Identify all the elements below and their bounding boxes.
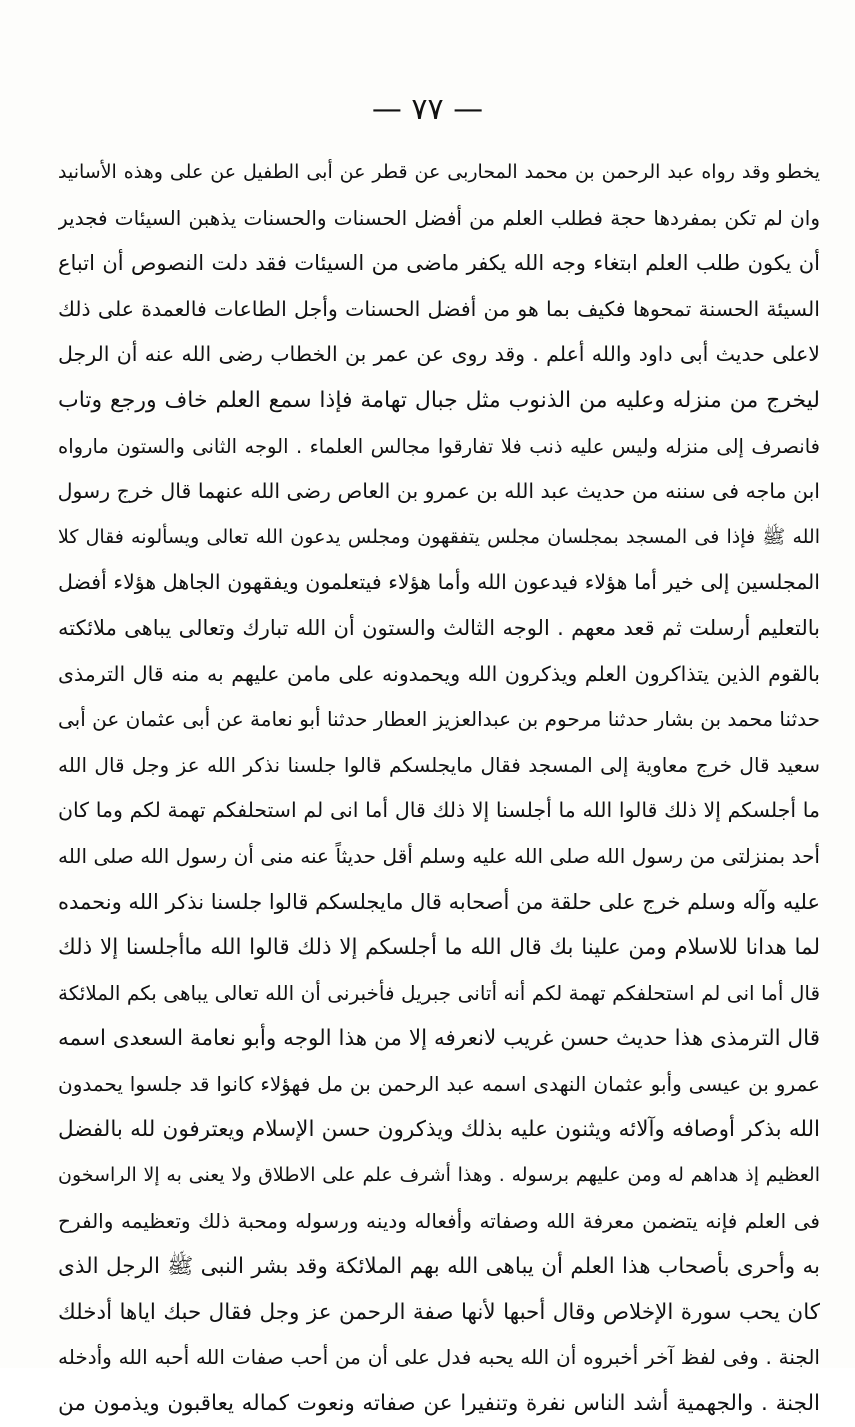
text-line: عليه وآله وسلم خرج على حلقة من أصحابه قال مايجلسكم قالوا جلسنا نذكر الله ونحمده: [58, 889, 820, 914]
text-line: العظيم إذ هداهم له ومن عليهم برسوله . وهذا أشرف علم على الاطلاق ولا يعنى به إلا الراسخون: [58, 1164, 820, 1187]
text-line: عمرو بن عيسى وأبو عثمان النهدى اسمه عبد الرحمن بن مل فهؤلاء كانوا قد جلسوا يحمدون: [58, 1071, 820, 1096]
text-line: به وأحرى بأصحاب هذا العلم أن يباهى الله بهم الملائكة وقد بشر النبى ﷺ الرجل الذى: [58, 1254, 820, 1280]
text-line: ابن ماجه فى سننه من حديث عبد الله بن عمرو بن العاص رضى الله عنهما قال خرج رسول: [58, 479, 820, 504]
page-number: — ٧٧ —: [371, 92, 484, 127]
text-line: قال الترمذى هذا حديث حسن غريب لانعرفه إلا من هذا الوجه وأبو نعامة السعدى اسمه: [58, 1026, 820, 1052]
text-line: الله بذكر أوصافه وآلائه ويثنون عليه بذلك ويذكرون حسن الإسلام ويعترفون لله بالفضل: [58, 1117, 820, 1143]
body-text: [58, 150, 820, 1427]
text-line: الله ﷺ فإذا فى المسجد بمجلسان مجلس يتفقهون ومجلس يدعون الله تعالى ويسألونه فقال كلا: [58, 525, 820, 548]
text-line: أحد بمنزلتى من رسول الله صلى الله عليه وسلم أقل حديثاً عنه منى أن رسول الله صلى الله: [58, 843, 820, 868]
text-line: لاعلى حديث أبى داود والله أعلم . وقد روى عن عمر بن الخطاب رضى الله عنه أن الرجل: [58, 342, 820, 367]
text-line: بالتعليم أرسلت ثم قعد معهم . الوجه الثالث والستون أن الله تبارك وتعالى يباهى ملائكته: [58, 615, 820, 640]
text-line: قال أما انى لم استحلفكم تهمة لكم أنه أتانى جبريل فأخبرنى أن الله تعالى يباهى بكم الملائكة: [58, 980, 820, 1005]
text-line: الجنة . وفى لفظ آخر أخبروه أن الله يحبه فدل على أن من أحب صفات الله أحبه الله وأدخله: [58, 1345, 820, 1370]
text-line: ما أجلسكم إلا ذلك قالوا الله ما أجلسنا إلا ذلك قال أما انى لم استحلفكم تهمة لكم وما كان: [58, 798, 820, 823]
text-line: يخطو وقد رواه عبد الرحمن بن محمد المحاربى عن قطر عن أبى الطفيل عن على وهذه الأسانيد: [58, 161, 820, 183]
text-line: حدثنا محمد بن بشار حدثنا مرحوم بن عبدالعزيز العطار حدثنا أبو نعامة عن أبى عثمان عن أبى: [58, 707, 820, 732]
text-line: الجنة . والجهمية أشد الناس نفرة وتنفيرا عن صفاته ونعوت كماله يعاقبون ويذمون من: [58, 1391, 820, 1417]
text-line: أن يكون طلب العلم ابتغاء وجه الله يكفر ماضى من السيئات فقد دلت النصوص أن اتباع: [58, 251, 820, 276]
text-line: ليخرج من منزله وعليه من الذنوب مثل جبال تهامة فإذا سمع العلم خاف ورجع وتاب: [58, 387, 820, 413]
text-line: لما هدانا للاسلام ومن علينا بك قال الله ما أجلسكم إلا ذلك قالوا الله ماأجلسنا إلا ذلك: [58, 935, 820, 961]
text-line: فانصرف إلى منزله وليس عليه ذنب فلا تفارقوا مجالس العلماء . الوجه الثانى والستون مارواه: [58, 434, 820, 458]
text-line: فى العلم فإنه يتضمن معرفة الله وصفاته وأفعاله ودينه ورسوله ومحبة ذلك وتعظيمه والفرح: [58, 1208, 820, 1233]
text-line: السيئة الحسنة تمحوها فكيف بما هو من أفضل الحسنات وأجل الطاعات فالعمدة على ذلك: [58, 296, 820, 321]
text-line: سعيد قال خرج معاوية إلى المسجد فقال مايجلسكم قالوا جلسنا نذكر الله عز وجل قال الله: [58, 752, 820, 777]
text-line: المجلسين إلى خير أما هؤلاء فيدعون الله وأما هؤلاء فيتعلمون ويفقهون الجاهل هؤلاء أفضل: [58, 570, 820, 595]
text-line: بالقوم الذين يتذاكرون العلم ويذكرون الله ويحمدونه على مامن عليهم به منه قال الترمذى: [58, 661, 820, 686]
text-line: كان يحب سورة الإخلاص وقال أحبها لأنها صفة الرحمن عز وجل فقال حبك اياها أدخلك: [58, 1299, 820, 1325]
text-line: وان لم تكن بمفردها حجة فطلب العلم من أفضل الحسنات والحسنات يذهبن السيئات فجدير: [58, 205, 820, 230]
